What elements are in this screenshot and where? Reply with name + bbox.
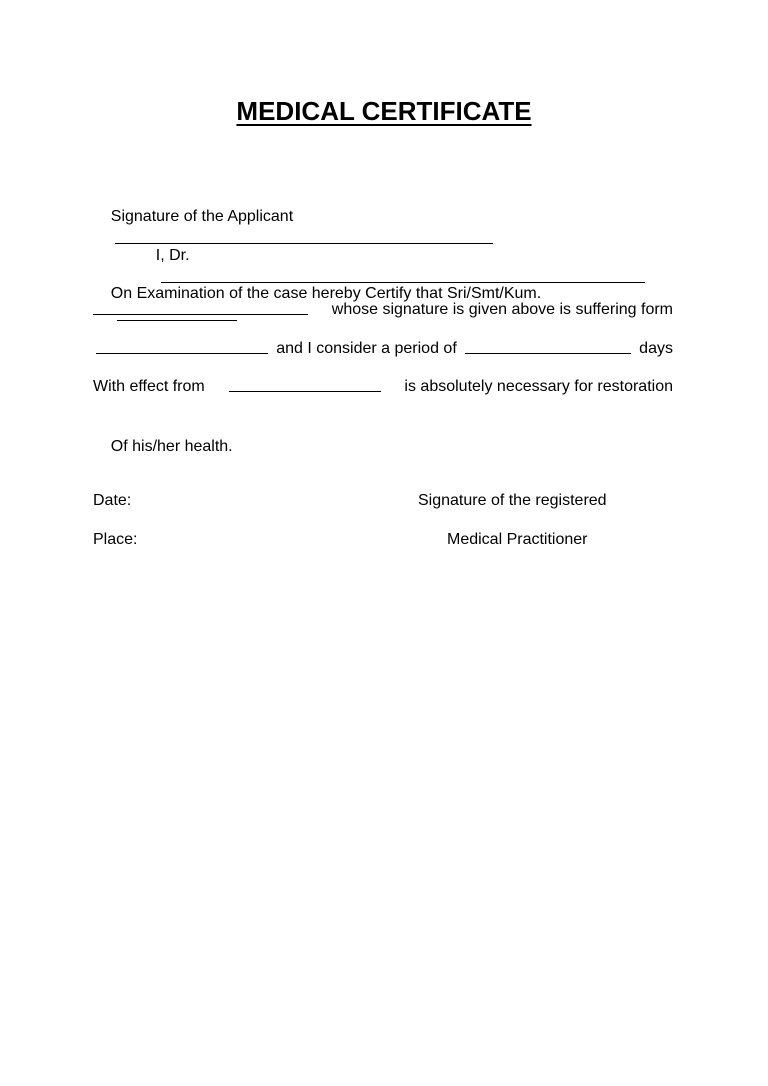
health-line [93, 414, 233, 480]
period-days-blank[interactable] [465, 338, 631, 354]
period-line [93, 338, 673, 360]
suffering-text: whose signature is given above is suffering form [331, 301, 673, 318]
page-title: MEDICAL CERTIFICATE [236, 96, 532, 126]
effect-line [93, 376, 673, 398]
effect-from-text: With effect from [93, 378, 205, 395]
health-text: Of his/her health. [110, 438, 233, 455]
examination-text: On Examination of the case hereby Certify that Sri/Smt/Kum. [110, 285, 542, 302]
period-text: and I consider a period of [276, 340, 457, 357]
doctor-name-label: I, Dr. [155, 247, 190, 264]
date-label: Date: [93, 492, 132, 509]
illness-blank[interactable] [96, 338, 268, 354]
restoration-text: is absolutely necessary for restoration [404, 378, 673, 395]
applicant-signature-label: Signature of the Applicant [110, 208, 294, 225]
days-text: days [639, 340, 673, 357]
medical-practitioner-label: Medical Practitioner [447, 531, 588, 548]
place-label: Place: [93, 531, 138, 548]
signature-registered-label: Signature of the registered [418, 492, 607, 509]
effect-date-blank[interactable] [229, 376, 381, 392]
patient-name-continued-blank[interactable] [93, 299, 308, 315]
suffering-line [93, 299, 673, 321]
